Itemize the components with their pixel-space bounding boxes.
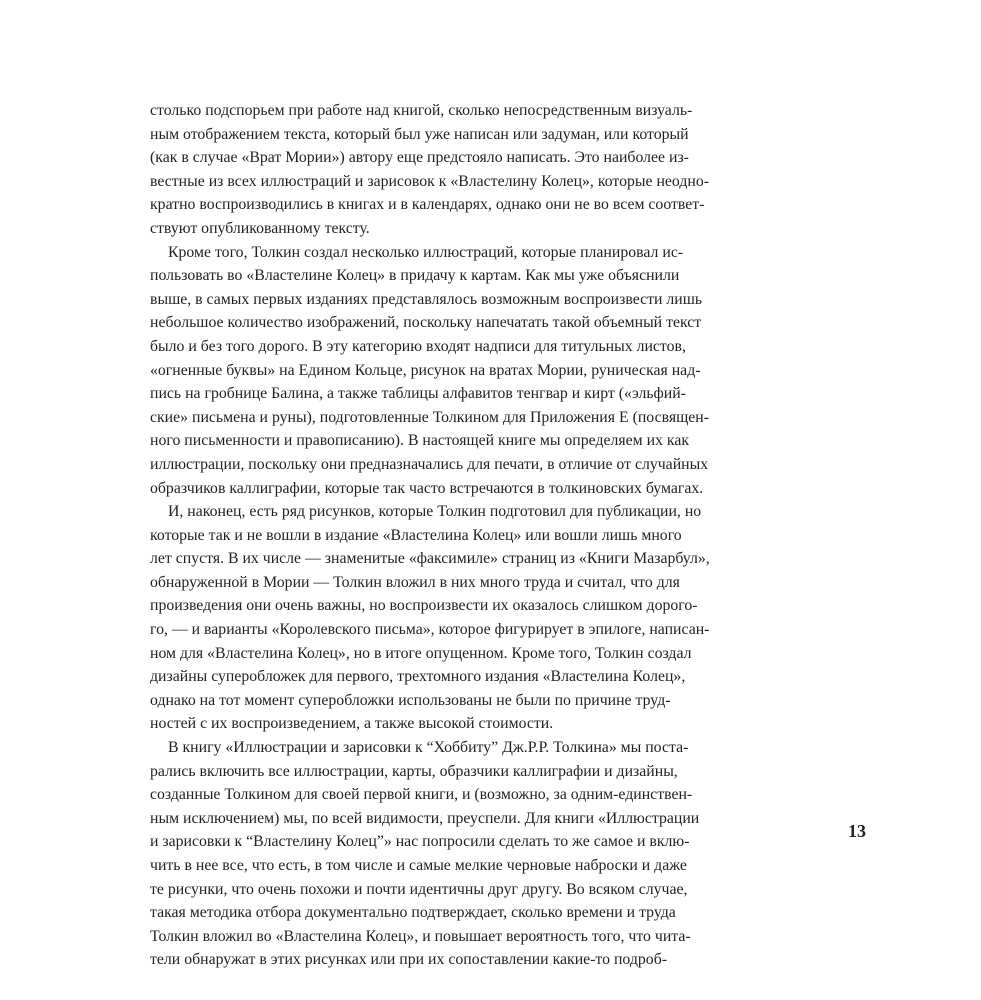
text-line: го, — и варианты «Королевского письма», которое фигурирует в эпилоге, написан- [150, 621, 710, 639]
text-line: «огненные буквы» на Едином Кольце, рисунок на вратах Мории, руническая над- [150, 361, 701, 379]
text-line: выше, в самых первых изданиях представлялось возможным воспроизвести лишь [150, 290, 703, 308]
paragraph [150, 736, 770, 972]
paragraph [150, 241, 770, 501]
text-line: тели обнаружат в этих рисунках или при их сопоставлении какие-то подроб- [150, 951, 667, 969]
text-line: Толкин вложил во «Властелина Колец», и повышает вероятность того, что чита- [150, 927, 691, 945]
text-line: дизайны суперобложек для первого, трехтомного издания «Властелина Колец», [150, 668, 686, 686]
text-line: пользовать во «Властелине Колец» в придачу к картам. Как мы уже объяснили [150, 267, 680, 285]
text-line: такая методика отбора документально подтверждает, сколько времени и труда [150, 904, 676, 922]
text-line: чить в нее все, что есть, в том числе и самые мелкие черновые наброски и даже [150, 857, 687, 874]
text-line: пись на гробнице Балина, а также таблицы алфавитов тенгвар и кирт («эльфий- [150, 385, 686, 403]
text-line: В книгу «Иллюстрации и зарисовки к “Хоббиту” Дж.Р.Р. Толкина» мы поста- [168, 739, 689, 757]
text-line: созданные Толкином для своей первой книги, и (возможно, за одним-единствен- [150, 786, 693, 804]
text-line: которые так и не вошли в издание «Властелина Колец» или вошли лишь много [150, 526, 682, 544]
text-line: небольшое количество изображений, поскольку напечатать такой объемный текст [150, 314, 702, 332]
text-line: столько подспорьем при работе над книгой, сколько непосредственным визуаль- [150, 102, 693, 119]
paragraph [150, 99, 770, 241]
text-line: и зарисовки к “Властелину Колец”» нас попросили сделать то же самое и вклю- [150, 833, 690, 851]
text-line: иллюстрации, поскольку они предназначались для печати, в отличие от случайных [150, 455, 709, 473]
page-number: 13 [848, 821, 866, 841]
text-line: те рисунки, что очень похожи и почти идентичны друг другу. Во всяком случае, [150, 880, 688, 898]
text-line: лет спустя. В их числе — знаменитые «факсимиле» страниц из «Книги Мазарбул», [150, 550, 710, 568]
text-line: кратно воспроизводились в книгах и в календарях, однако они не во всем соответ- [150, 196, 705, 214]
text-line: образчиков каллиграфии, которые так часто встречаются в толкиновских бумагах. [150, 479, 704, 497]
text-line: ным отображением текста, который был уже написан или задуман, или который [150, 125, 689, 143]
text-line: ном для «Властелина Колец», но в итоге опущенном. Кроме того, Толкин создал [150, 644, 692, 662]
text-line: ствуют опубликованному тексту. [150, 219, 370, 237]
text-line: Кроме того, Толкин создал несколько иллюстраций, которые планировал ис- [168, 243, 684, 261]
text-line: вестные из всех иллюстраций и зарисовок к «Властелину Колец», которые неодно- [150, 172, 710, 190]
body-text [150, 99, 770, 972]
text-line: (как в случае «Врат Мории») автору еще предстояло написать. Это наиболее из- [150, 149, 689, 167]
text-line: И, наконец, есть ряд рисунков, которые Толкин подготовил для публикации, но [168, 503, 702, 521]
text-line: ным исключением) мы, по всей видимости, преуспели. Для книги «Иллюстрации [150, 809, 700, 827]
text-line: ностей с их воспроизведением, а также высокой стоимости. [150, 715, 554, 733]
text-line: обнаруженной в Мории — Толкин вложил в них много труда и считал, что для [150, 573, 680, 591]
paragraph [150, 500, 770, 736]
text-line: ские» письмена и руны), подготовленные Толкином для Приложения E (посвящен- [150, 408, 709, 426]
text-line: было и без того дорого. В эту категорию входят надписи для титульных листов, [150, 337, 686, 355]
text-line: однако на тот момент суперобложки использованы не были по причине труд- [150, 691, 671, 709]
text-line: ного письменности и правописанию). В настоящей книге мы определяем их как [150, 432, 690, 450]
text-line: произведения они очень важны, но воспроизвести их оказалось слишком дорого- [150, 597, 698, 615]
text-line: рались включить все иллюстрации, карты, образчики каллиграфии и дизайны, [150, 762, 678, 780]
